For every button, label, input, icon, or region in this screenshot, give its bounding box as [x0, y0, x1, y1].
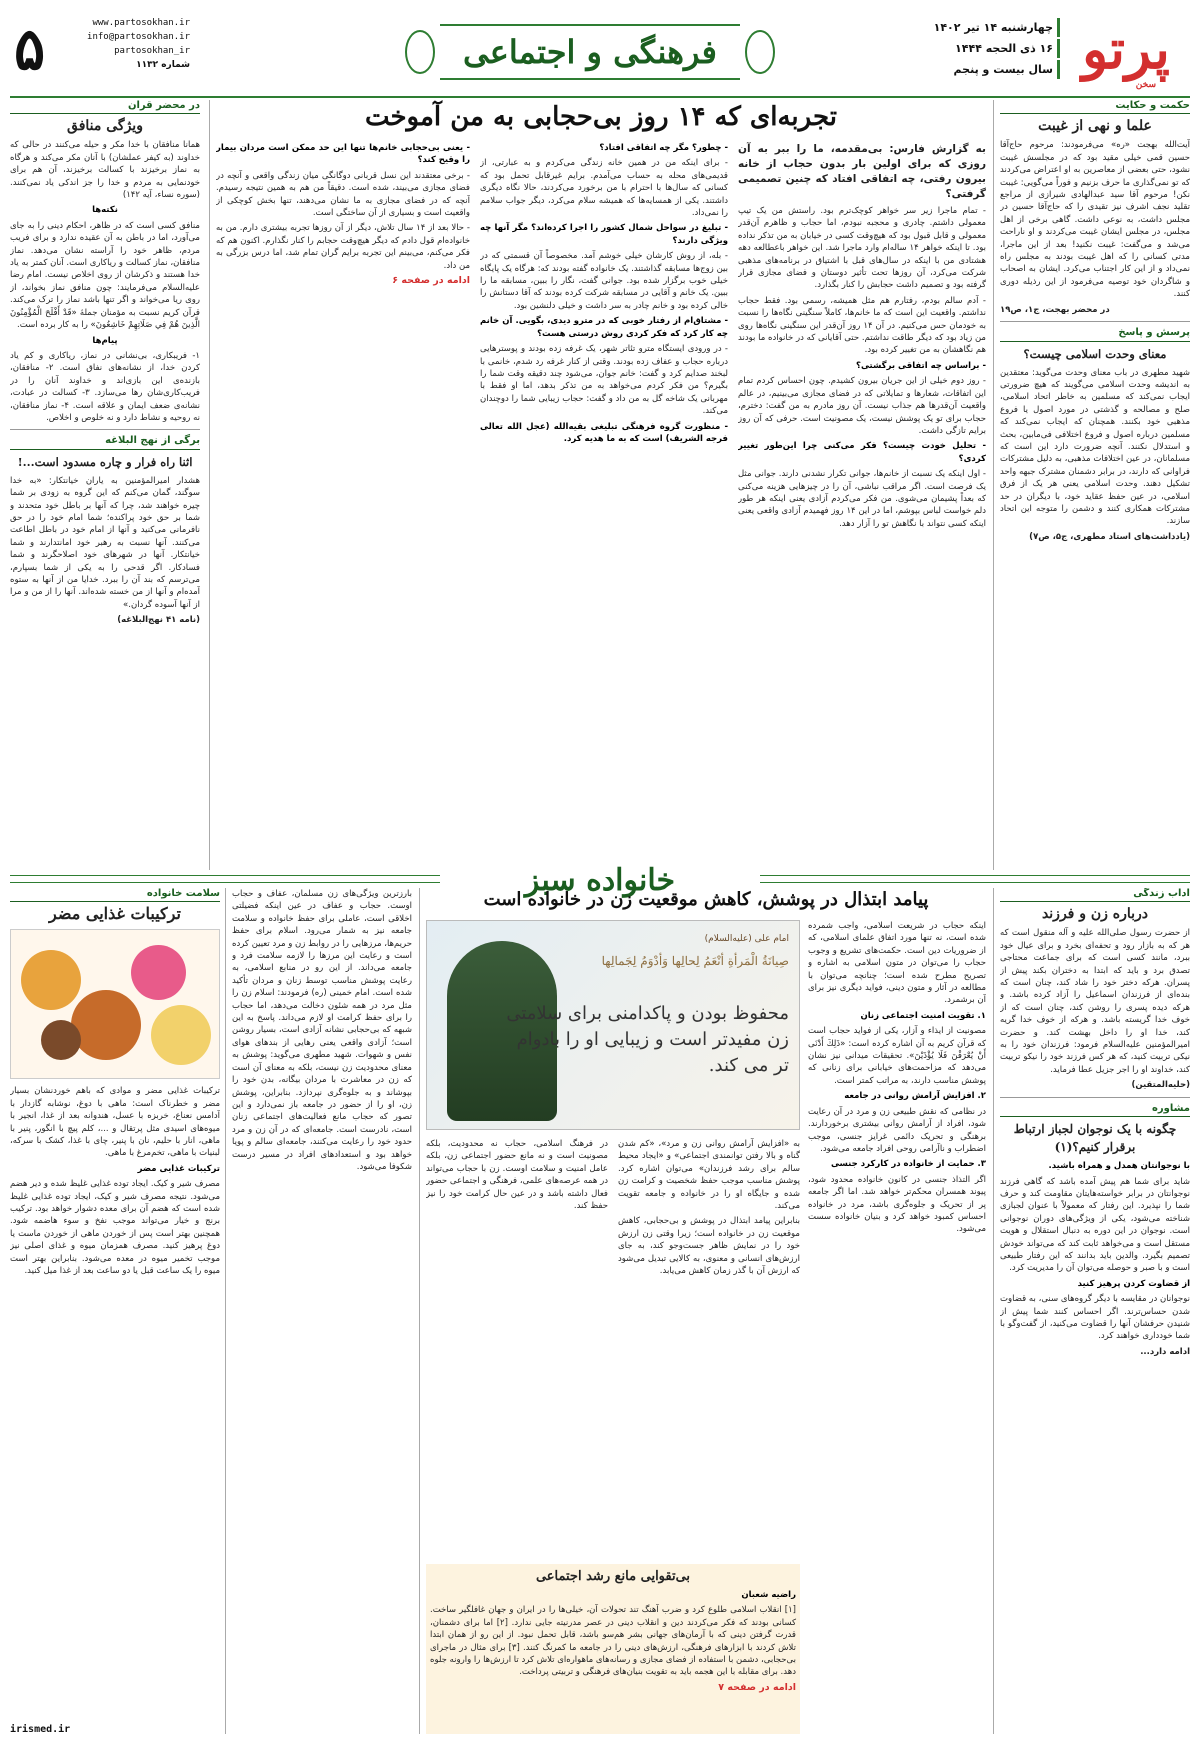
main-article-paragraph: - حالا بعد از ۱۴ سال تلاش، دیگر از آن روزها تجربه بیشتری دارم. من به خانواده‌ام قول دادم که دیگر هیچ‌وقت حجابم را کنار نگذارم. اکنون هم که فکر می‌کنم، می‌بینم این تجربه برایم گران تمام شد، اما درس بزرگی به من داد.	[216, 223, 470, 271]
main-article-paragraph: - آدم سالم بودم، رفتارم هم مثل همیشه، رسمی بود. فقط حجاب نداشتم. واقعیت این است که ما خانم‌ها، کاملاً سنگینی نگاه‌ها را نسبت به خودمان حس می‌کنیم. در آن ۱۴ روز آن‌قدر این سنگینی نگاه‌ها روی من زیاد بود که دیگر طاقت نداشتم. حتی آقایانی که در خانواده ما بودند هم نگاهشان به من تغییر کرده بود.	[738, 295, 986, 356]
quran-messages-heading: پیام‌ها	[92, 335, 118, 346]
logo-text: پرتو	[1082, 17, 1170, 81]
column-left	[10, 100, 200, 870]
salamat-text: مصرف شیر و کیک. ایجاد توده غذایی غلیظ شده و دیر هضم می‌شود. نتیجه مصرف شیر و کیک، ایجاد توده غذایی غلیظ شده است که هضم آن برای معده دشوار خواهد بود. ترکیب برنج و خیار می‌تواند موجب نفخ و سوء هاضمه شود. همچنین بهتر است پس از خوردن ماهی از خوردن ماست یا دوغ پرهیز کنید. مصرف همزمان میوه و غذای اصلی نیز موجب تخمیر میوه در معده می‌شود. بنابراین بهتر است میوه را یک ساعت قبل یا دو ساعت بعد از غذا میل کنید.	[10, 1179, 220, 1277]
top-section	[10, 100, 1190, 870]
poster-hadith: صِیانَةُ الْمَرأةِ أنْعَمُ لِحالِها وَأدْوَمُ لِجَمالِها	[601, 954, 789, 968]
column-hejab	[232, 888, 412, 1734]
family-article-col-1	[808, 920, 986, 1734]
bottom-section	[10, 888, 1190, 1734]
junk-food-image	[10, 929, 220, 1079]
moshavere-text: نوجوانان در مقایسه با دیگر گروه‌های سنی، به قضاوت شدن حساس‌ترند. اگر احساس کنند شما پیش از شنیدن حرفشان آنها را قضاوت می‌کنید، از گفت‌وگو با شما خودداری خواهند کرد.	[1000, 1294, 1190, 1342]
continue-link[interactable]: ادامه در صفحه ۶	[392, 275, 470, 287]
zan-text: از حضرت رسول صلی‌الله علیه و آله منقول است که هر که به بازار رود و تحفه‌ای بخرد و برای عیال خود ببرد، مانند کسی است که برای جماعت محتاجی تصدق برد و باید که ابتدا به دختران بکند پیش از پسران. هرکه دختر خود را شاد کند، چنان است که بنده‌ای از فرزندان اسماعیل را آزاد کرده باشد. و هرکه دیده پسری را روشن کند، چنان است که از خوف خدا گریسته باشد. و هرکه از خوف خدا گریه کند، خدا او را داخل بهشت کند. و حضرت امیرالمؤمنین علیه‌السلام فرمود: فرزندان خود را به نیکی تربیت کنید، که هر کس فرزند خود را نیکو تربیت کند، خداوند او را اجر جزیل عطا فرماید.	[1000, 928, 1190, 1075]
interview-question: - تحلیل خودت چیست؟ فکر می‌کنی چرا این‌طور تغییر کردی؟	[738, 441, 986, 464]
poster-attribution: امام علی (علیه‌السلام)	[704, 934, 789, 944]
main-article-paragraph: - برخی معتقدند این نسل قربانی دوگانگی میان زندگی واقعی و آنچه در فضای مجازی می‌بیند، شده است. دقیقاً من هم به همین نتیجه رسیدم. آنچه که در فضای مجازی به ما نشان می‌دهند، تنها بخش کوچکی از واقعیت است و بسیاری از آن ساختگی است.	[216, 170, 470, 219]
section-banner	[440, 24, 740, 80]
date-block	[920, 18, 1060, 81]
family-article-paragraph: اگر التذاذ جنسی در کانون خانواده محدود شود، پیوند همسران محکم‌تر خواهد شد. اما اگر جامعه پر از تحریک و جلوه‌گری باشد، مرد در خانواده احساس کمبود خواهد کرد و بنیان خانواده سست می‌شود.	[808, 1174, 986, 1235]
hekmat-text: آیت‌الله بهجت «ره» می‌فرمودند: مرحوم حاج‌آقا حسین قمی خیلی مقید بود که در مجلسش غیبت نشود، حتی بعضی از معاصرین به او اعتراض می‌کردند که تو نمی‌گذاری ما حرف بزنیم و فوراً می‌گویی: غیبت نکن! مرحوم آقا سید عبدالهادی شیرازی از مراجع تقلید نجف اشرف نیز تقیدی را که حاج‌آقا حسین در مجلس داشت، به نوعی داشت. گاهی برخی از اهل مجلس، در مجلس ایشان غیبت می‌کردند و او ناراحت می‌شد و می‌گفت: غیبت نکنید! بعد از این ماجرا، مدتی کسانی را که اهل غیبت بودند به مجلس راه نمی‌داد و از این کار اجتناب می‌کرد. ایشان به اصحاب و شاگردان خود توصیه می‌فرمود از این رذیله دوری کنند.	[1000, 140, 1190, 300]
quran-points-heading: نکته‌ها	[92, 205, 118, 216]
main-article	[216, 100, 986, 870]
hekmat-title: علما و نهی از غیبت	[1038, 118, 1152, 135]
column-divider	[993, 100, 994, 870]
hekmat-source: در محضر بهجت، ج۱، ص۱۹	[1000, 304, 1110, 315]
continue-note: ادامه دارد...	[1140, 1346, 1190, 1357]
main-article-col-3	[216, 142, 470, 870]
salamat-label: سلامت خانواده	[10, 888, 220, 902]
main-article-paragraph: - برای اینکه من در همین خانه زندگی می‌کردم و به عبارتی، از قدیمی‌های محله به حساب می‌آمدم. برایم غیرقابل تحمل بود که کسانی که سال‌ها با احترام با من برخورد می‌کردند، حالا نگاه دیگری داشتند. یکی از همسایه‌ها که همیشه سلام می‌کرد، دیگر جواب سلامم را نمی‌داد.	[480, 158, 728, 219]
nahj-label: برگی از نهج البلاغه	[10, 435, 200, 449]
zan-title: درباره زن و فرزند	[1041, 906, 1149, 923]
column-divider	[209, 100, 210, 870]
nahj-source: (نامه ۴۱ نهج‌البلاغه)	[117, 615, 200, 626]
main-article-paragraph: - بله، از روش کارشان خیلی خوشم آمد. مخصوصاً آن قسمتی که در بین زوج‌ها مسابقه گذاشتند. یک خانواده گفته بودند که: هرگاه یک پایگاه خیلی خوب برگزار شده بود. جوانی گفت، نگار را ببین، مسابقه ما را ببین. یک خانم و آقایی در مسابقه شرکت کرده بودند که آقا دستانش را خالی کرده بود و خانم چادر به سر داشت و خیلی دلنشین بود.	[480, 251, 728, 311]
family-article-heading: ۲. افزایش آرامش روانی در جامعه	[844, 1091, 986, 1102]
zan-source: (حلیه‌المتقین)	[1131, 1080, 1190, 1091]
donut-icon	[21, 950, 81, 1010]
main-article-col-1	[738, 142, 986, 870]
main-article-title: تجربه‌ای که ۱۴ روز بی‌حجابی به من آموخت	[364, 102, 838, 132]
porsesh-source: (یادداشت‌های استاد مطهری، ج۵، ص۷)	[1029, 531, 1190, 542]
divider	[1000, 321, 1190, 322]
quran-points: منافق کسی است که در ظاهر، احکام دینی را به جای می‌آورد، اما در باطن به آن عقیده ندارد و برای فریب مردم، ظاهر خود را آراسته نشان می‌دهد. نماز منافقان، نماز کسالت و ریاکاری است. آنان کمتر به یاد خدا هستند و ذکرشان از روی اخلاص نیست. امام رضا علیه‌السلام می‌فرمایند: چون منافق نماز بخواند، از روی ریا می‌خواند و اگر تنها باشد نماز را ترک می‌کند. قرآن کریم نسبت به مؤمنان جملهٔ «قَدْ أَفْلَحَ الْمُؤْمِنُونَ الَّذِينَ هُمْ فِي صَلَاتِهِمْ خَاشِعُونَ» را به کار برده است.	[10, 220, 200, 331]
chocolate-icon	[41, 1020, 81, 1060]
family-article-paragraph: اینکه حجاب در شریعت اسلامی، واجب شمرده شده است، نه تنها مورد اتفاق علمای اسلامی، که از ضروریات دین است. حکمت‌های تشریع و وجوب حجاب را می‌توان در متون اسلامی به اشاره و تصریح مطرح شده است؛ چنانچه می‌توان با مطالعه در آثار و متون دینی، فواید دیگری نیز برای آن برشمرد.	[808, 921, 986, 1006]
snack-icon	[151, 1005, 211, 1065]
interview-question: - یعنی بی‌حجابی خانم‌ها تنها این حد ممکن است مردان بیمار را وقیح کند؟	[216, 143, 470, 166]
column-divider	[993, 888, 994, 1734]
moshavere-subtitle: با نوجوانتان همدل و همراه باشید.	[1048, 1161, 1190, 1172]
family-article-col-2	[618, 1138, 800, 1554]
candy-icon	[131, 945, 186, 1000]
sidebar-title: بی‌تقوایی مانع رشد اجتماعی	[535, 1569, 691, 1584]
date-persian: چهارشنبه ۱۴ تیر ۱۴۰۲	[920, 18, 1060, 37]
website-link[interactable]: www.partosokhan.ir	[92, 18, 190, 28]
footer-site-link[interactable]: irismed.ir	[10, 1723, 71, 1735]
divider	[10, 429, 200, 430]
salamat-title: ترکیبات غذایی مضر	[49, 904, 181, 924]
nahj-text: هشدار امیرالمؤمنین به یاران خیانتکار: «به خدا سوگند، گمان می‌کنم که این گروه به زودی بر شما چیره خواهند شد، چرا که آنها بر باطل خود متحدند و شما بر حق خود پراکنده؛ شما امام خود را در حق نافرمانی می‌کنید و آنها از امام خود در باطل اطاعت می‌کنند. آنها نسبت به رهبر خود امانتدارند و شما خیانتکار. آنها در شهرهای خود اصلاحگرند و شما فسادکار. اگر قدحی را به یکی از شما بسپارم، می‌ترسم که بند آن را ببرد. خدایا من از آنها به ستوه آمده‌ام و آنها از من خسته شده‌اند. آنها را از من و مرا از آنها آسوده گردان.»	[10, 475, 200, 610]
main-article-paragraph: - روز دوم خیلی از این جریان بیرون کشیدم. چون احساس کردم تمام این اتفاقات، شعارها و تمایلاتی که در فضای مجازی می‌بینیم، در عالم واقعیت آن‌قدرها هم جذاب نیست. آن روز مادرم به من گفت: دخترم، حجاب برای تو یک پوشش نیست، یک مصونیت است. حرفی که آن روز برایم تازگی داشت.	[738, 376, 986, 436]
family-article-paragraph: مصونیت از ایذاء و آزار، یکی از فواید حجاب است که قرآن کریم به آن اشاره کرده است: «ذَلِكَ أَدْنَى أَنْ يُعْرَفْنَ فَلَا يُؤْذَيْنَ». تحقیقات میدانی نیز نشان می‌دهد که مزاحمت‌های خیابانی برای زنانی که پوشش مناسب دارند، به مراتب کمتر است.	[808, 1026, 986, 1086]
newspaper-logo	[1066, 14, 1186, 90]
column-right-bottom	[1000, 888, 1190, 1734]
moshavere-text: شاید برای شما هم پیش آمده باشد که گاهی فرزند نوجوانتان در برابر خواسته‌هایتان مقاومت کند و حرف شما را نپذیرد. این رفتار که معمولاً با عنوان لجبازی شناخته می‌شود، یکی از ویژگی‌های دوران نوجوانی است. نوجوان در این دوره به دنبال استقلال و هویت مستقل است و می‌خواهد ثابت کند که می‌تواند خودش تصمیم بگیرد. والدین باید بدانند که این رفتار طبیعی است و با صبر و حوصله می‌توان آن را مدیریت کرد.	[1000, 1176, 1190, 1274]
contact-block	[50, 16, 190, 72]
continue-link[interactable]: ادامه در صفحه ۷	[718, 1681, 796, 1693]
interview-question: - مشتاق‌ام از رفتار خوبی که در مترو دیدی، بگویی. آن خانم چه کار کرد که فکر کردی روش درستی هست؟	[480, 316, 728, 339]
nahj-title: اثنا راه فرار و چاره مسدود است...!	[17, 454, 193, 469]
main-article-col-2	[480, 142, 728, 870]
interview-question: - تبلیغ در سواحل شمال کشور را اجرا کرده‌اند؟ مگر آنها چه ویژگی دارند؟	[480, 223, 728, 246]
main-article-paragraph: - در ورودی ایستگاه مترو تئاتر شهر، یک غرفه زده بودند و پوسترهایی درباره حجاب و عفاف زده بودند. وقتی از کنار غرفه رد شدم، خانمی با لبخند صدایم کرد و گفت: خانم جوان، می‌شود چند دقیقه وقت شما را بگیرم؟ من فکر کردم می‌خواهد به من تذکر بدهد، اما او فقط با مهربانی یک شاخه گل به من داد و گفت: حجاب زیبایی شما را دوچندان می‌کند.	[480, 344, 728, 417]
main-article-paragraph: - تمام ماجرا زیر سر خواهر کوچک‌ترم بود. راستش من یک تیپ معمولی داشتم. چادری و محجبه نبودم، اما حجاب و ظاهرم آن‌قدر معمولی و قابل قبول بود که هیچ‌وقت کسی در خیابان به من تذکر نداده بود. تا اینکه خواهر ۱۴ ساله‌ام وارد ماجرا شد. این خواهر باعطالعه دهه هشتادی من با اینکه در سال‌های قبل با اشتیاق در برنامه‌های مذهبی شرکت می‌کرد، آن روزها تحت تأثیر دوستان و فضای مجازی قرار گرفته بود و تصمیم داشت حجابش را کنار بگذارد.	[738, 206, 986, 291]
quran-verse-text: همانا منافقان با خدا مکر و حیله می‌کنند در حالی که خداوند (به کیفر عملشان) با آنان مکر می‌کند و هرگاه به نماز برخیزند با کسالت برخیزند، آن هم برای خودنمایی به مردم و خدا را جز اندکی یاد نمی‌کنند. (سوره نساء، آیه ۱۴۲)	[10, 140, 200, 201]
moshavere-label: مشاوره	[1000, 1103, 1190, 1117]
hekmat-label: حکمت و حکایت	[1000, 100, 1190, 114]
hijab-poster	[426, 920, 800, 1130]
sidebar-author: راضیه شعبان	[741, 1590, 796, 1600]
main-article-lead: به گزارش فارس: بی‌مقدمه، ما را ببر به آن روزی که برای اولین بار بدون حجاب از خانه بیرون رفتی، چه اتفاقی افتاد که چنین تصمیمی گرفتی؟	[738, 143, 986, 200]
page-number: ۵	[14, 15, 46, 83]
family-article-paragraph: در فرهنگ اسلامی، حجاب نه محدودیت، بلکه مصونیت است و نه مانع حضور اجتماعی زن، بلکه عامل امنیت و سلامت اوست. زن با حجاب می‌تواند در همه عرصه‌های علمی، فرهنگی و اجتماعی حضور فعال داشته باشد و در عین حال کرامت خود را نیز حفظ کند.	[426, 1139, 608, 1212]
porsesh-label: پرسش و پاسخ	[1000, 327, 1190, 341]
email-link[interactable]: info@partosokhan.ir	[87, 32, 190, 42]
interview-question: - براساس چه اتفاقی برگشتی؟	[856, 360, 986, 371]
family-article-paragraph: به «افزایش آرامش روانی زن و مرد»، «کم شدن گناه و بالا رفتن توانمندی اجتماعی» و «ایجاد محیط سالم برای رشد فرزندان» می‌توان اشاره کرد. پوشش مناسب موجب حفظ شخصیت و کرامت زن شده و جایگاه او را در خانواده و جامعه تقویت می‌کند.	[618, 1139, 800, 1212]
column-divider	[225, 888, 226, 1734]
family-article	[426, 888, 986, 1734]
interview-question: - چطور؟ مگر چه اتفاقی افتاد؟	[599, 143, 728, 153]
divider	[1000, 1097, 1190, 1098]
column-divider	[419, 888, 420, 1734]
family-banner-title: خانواده سبز	[440, 866, 760, 896]
main-article-org: - منظورت گروه فرهنگی تبلیغی بقیه‌الله (عجل الله تعالی فرجه الشریف) است که به ما هدیه کرد.	[480, 421, 728, 444]
sidebar-text: [۱] انقلاب اسلامی طلوع کرد و ضرب آهنگ تند تحولات آن، خیلی‌ها را در ایران و جهان غافلگیر ساخت. کسانی بودند که فکر می‌کردند دین و انقلاب دینی در عصر مدرنیته جایی ندارد. [۲] اما برای دشمنان، قدرت گرفتن دینی که با آرمان‌های جهانی بشر هم‌سو باشد، قابل تحمل نبود. از این رو از همان ابتدا تلاش کردند با ابزارهای فرهنگی، ارزش‌های دینی را در جامعه ما کمرنگ کنند. [۳] برای مثال در ماجرای بی‌حجابی، دشمن با استفاده از فضای مجازی و رسانه‌های ماهواره‌ای تلاش کرد تا ارزش‌ها را وارونه جلوه دهد. برای مقابله با این هجمه باید به تقویت بنیان‌های فرهنگی و تربیتی پرداخت.	[430, 1605, 796, 1678]
column-left-bottom	[10, 888, 220, 1734]
cookie-icon	[71, 990, 141, 1060]
ornament-left-icon	[405, 30, 435, 74]
salamat-text: ترکیبات غذایی مضر و موادی که باهم خوردنشان بسیار مضر و خطرناک است: ماهی با دوغ، نوشابه گازدار با آدامس نعناع، خربزه با عسل، هندوانه بعد از غذا، انجیر با میوه‌های اسیدی مثل پرتقال و ...، کلم پیچ با انگور، پنیر با ماهی، انار با حلیم، نان با پنیر، چای با غذا، کشک با سرکه، لبنیات با ماهی، تخم‌مرغ با ماهی.	[10, 1086, 220, 1159]
family-article-paragraph: بنابراین پیامد ابتذال در پوشش و بی‌حجابی، کاهش موقعیت زن در خانواده است؛ زیرا وقتی زن ارزش خود را در نمایش ظاهر جست‌وجو کند، به جای ارزش‌های انسانی و معنوی، به کالایی تبدیل می‌شود که ارزش آن با گذر زمان کاهش می‌یابد.	[618, 1216, 800, 1277]
main-article-paragraph: - اول اینکه یک نسبت از خانم‌ها، جوانی تکرار نشدنی دارند. جوانی مثل یک فرصت است. اگر مراقب نباشی، آن را در چیزهایی هزینه می‌کنی که بعداً پشیمان می‌شوی. من فکر می‌کردم آزادی یعنی اینکه هر طور دلم خواست لباس بپوشم، اما در این ۱۴ روز فهمیدم آزادی واقعی یعنی اینکه کسی نتواند با نگاهش تو را آزار دهد.	[738, 469, 986, 529]
family-article-heading: ۳. حمایت از خانواده در کارکرد جنسی	[830, 1159, 986, 1170]
masthead	[10, 6, 1190, 98]
quran-label: در محضر قرآن	[10, 100, 200, 114]
family-article-paragraph: در نظامی که نقش طبیعی زن و مرد در آن رعایت شود، افراد از آرامش روانی بیشتری برخوردارند. برهنگی و تحریک دائمی غرایز جنسی، موجب اضطراب و ناآرامی روحی افراد جامعه می‌شود.	[808, 1106, 986, 1154]
column-right	[1000, 100, 1190, 870]
logo-subtext: سخن	[1135, 80, 1156, 90]
section-title: فرهنگی و اجتماعی	[463, 33, 717, 71]
ornament-right-icon	[745, 30, 775, 74]
sidebar-box	[426, 1564, 800, 1734]
social-handle[interactable]: partosokhan_ir	[114, 46, 190, 56]
family-article-title: پیامد ابتذال در پوشش، کاهش موقعیت زن در خانواده است	[483, 889, 929, 910]
porsesh-text: شهید مطهری در باب معنای وحدت می‌گوید: معتقدین به اندیشه وحدت اسلامی می‌گویند که هیچ ضرورتی ایجاب نمی‌کند که مسلمین به خاطر اتحاد اسلامی، صلح و مصالحه و گذشتی در مورد اصول یا فروع مذهبی خود بکنند. همچنان که ایجاب نمی‌کند که مسلمین درباره اصول و فروع اختلافی فی‌مابین، بحث و استدلال نکنند. آنچه ضرورت دارد این است که مسلمانان، در عین اختلافات مذهبی، به دلیل مشترکات فراوانی که دارند، در برابر دشمنان مشترک جبهه واحد تشکیل دهند. وحدت اسلامی یعنی هر یک از فرق اسلامی، در عین حفظ عقاید خود، با دیگران در حد مشترکات همکاری کنند و دشمن را متوجه این اتحاد سازند.	[1000, 367, 1190, 527]
salamat-heading: ترکیبات غذایی مضر	[137, 1163, 220, 1174]
quran-title: ویژگی منافق	[67, 118, 143, 135]
publication-year: سال بیست و پنجم	[920, 60, 1060, 79]
hejab-text: بارزترین ویژگی‌های زن مسلمان، عفاف و حجاب اوست. حجاب و عفاف در عین اینکه فضیلتی اخلاقی است، عاملی برای حفظ خانواده و سلامت جامعه نیز به شمار می‌رود. اسلام برای حفظ حریم‌ها، مرزهایی را در روابط زن و مرد تعیین کرده است و رعایت این مرزها را لازمه سلامت فرد و جامعه می‌داند. از این رو در منابع اسلامی، به رعایت پوشش مناسب توسط زنان و مردان تأکید شده است. امام خمینی (ره) فرمودند: اسلام زن را مثل مرد در همه شئون دخالت می‌دهد، اما حجاب را برای حفظ کرامت او لازم می‌داند. پاسخ به این شبهه که بی‌حجابی نشانه آزادی است، بسیار روشن است؛ آزادی واقعی یعنی رهایی از بندهای هوای نفس و شهوات. شهید مطهری می‌گوید: پوشش به معنای محدودیت زن نیست، بلکه به معنای آن است که زن در معاشرت با مردان بیگانه، بدن خود را بپوشاند و به جلوه‌گری نپردازد. بنابراین، پوشش زن، او را از حضور در جامعه باز نمی‌دارد و این تصور که حجاب مانع فعالیت‌های اجتماعی زنان است، نادرست است. جامعه‌ای که در آن زن و مرد حدود خود را رعایت می‌کنند، جامعه‌ای سالم و پویا خواهد بود و استعدادهای افراد در مسیر درست شکوفا می‌شود.	[232, 889, 412, 1172]
issue-number: شماره ۱۱۳۲	[136, 60, 190, 70]
family-article-right-block	[426, 920, 800, 1734]
zan-label: آداب زندگی	[1000, 888, 1190, 902]
quran-messages: ۱- فریبکاری، بی‌نشانی در نماز، ریاکاری و کم یاد کردن خدا، از نشانه‌های نفاق است. ۲- منافقان، بازنده‌ی این بازی‌اند و خداوند آنان را در فریب‌کاری‌شان رها می‌سازد. ۳- کسالت در عبادت، نشانه‌ی ضعف ایمان و علاقه است. ۴- نماز منافقان، نه روحیه و نشاط دارد و نه خلوص و اخلاص.	[10, 350, 200, 423]
porsesh-title: معنای وحدت اسلامی چیست؟	[1023, 346, 1167, 361]
moshavere-heading: از قضاوت کردن پرهیز کنید	[1077, 1278, 1190, 1289]
family-article-heading: ۱. تقویت امنیت اجتماعی زنان	[860, 1010, 986, 1021]
moshavere-title: چگونه با یک نوجوان لجباز ارتباط برقرار کنیم؟(۱)	[1013, 1122, 1177, 1155]
date-hijri: ۱۶ ذی الحجه ۱۴۴۴	[920, 39, 1060, 58]
family-article-col-3	[426, 1138, 608, 1554]
poster-slogan: محفوظ بودن و پاکدامنی برای سلامتی زن مفیدتر است و زیبایی او را بادوام تر می کند.	[506, 1003, 789, 1076]
